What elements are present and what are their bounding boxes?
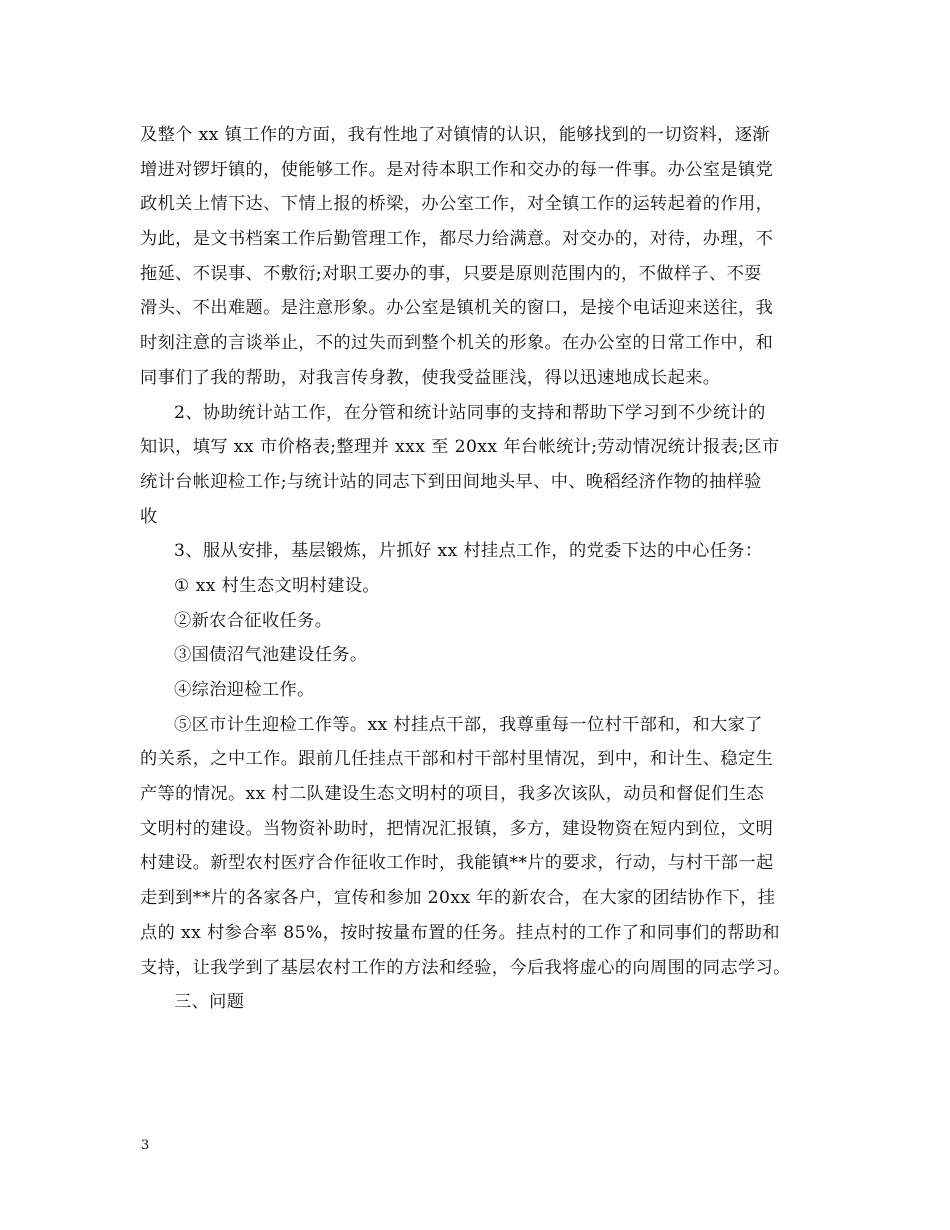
text-line: 收 <box>140 506 158 527</box>
text-line: 支持，让我学到了基层农村工作的方法和经验，今后我将虚心的向周围的同志学习。 <box>140 957 791 978</box>
text-line: 时刻注意的言谈举止，不的过失而到整个机关的形象。在办公室的日常工作中，和 <box>140 333 774 354</box>
text-line: ④综治迎检工作。 <box>174 680 315 700</box>
page-number: 3 <box>141 1138 150 1153</box>
text-line: 走到到**片的各家各户，宣传和参加 20xx 年的新农合，在大家的团结协作下，挂 <box>140 888 776 909</box>
text-line: 村建设。新型农村医疗合作征收工作时，我能镇**片的要求，行动，与村干部一起 <box>140 853 774 874</box>
text-line: 三、问题 <box>174 992 245 1013</box>
text-line: 知识，填写 xx 市价格表;整理并 xxx 至 20xx 年台帐统计;劳动情况统计报表;区市 <box>140 437 780 458</box>
text-line: 的关系，之中工作。跟前几任挂点干部和村干部村里情况，到中，和计生、稳定生 <box>140 749 774 770</box>
text-line: 文明村的建设。当物资补助时，把情况汇报镇，多方，建设物资在短内到位，文明 <box>140 818 774 839</box>
text-line: 滑头、不出难题。是注意形象。办公室是镇机关的窗口，是接个电话迎来送往，我 <box>140 298 774 319</box>
text-line: 增进对锣圩镇的，使能够工作。是对待本职工作和交办的每一件事。办公室是镇党 <box>140 159 774 180</box>
text-line: 统计台帐迎检工作;与统计站的同志下到田间地头早、中、晚稻经济作物的抽样验 <box>140 471 762 492</box>
text-line: 产等的情况。xx 村二队建设生态文明村的项目，我多次该队，动员和督促们生态 <box>140 784 765 805</box>
text-line: 及整个 xx 镇工作的方面，我有性地了对镇情的认识，能够找到的一切资料，逐渐 <box>140 125 770 145</box>
text-line: ②新农合征收任务。 <box>174 610 333 631</box>
text-line: ⑤区市计生迎检工作等。xx 村挂点干部，我尊重每一位村干部和，和大家了 <box>174 714 763 735</box>
text-line: 点的 xx 村参合率 85%，按时按量布置的任务。挂点村的工作了和同事们的帮助和 <box>140 922 780 943</box>
text-line: ① xx 村生态文明村建设。 <box>174 575 381 596</box>
text-line: 3、服从安排，基层锻炼，片抓好 xx 村挂点工作，的党委下达的中心任务： <box>174 541 763 562</box>
text-line: 同事们了我的帮助，对我言传身教，使我受益匪浅，得以迅速地成长起来。 <box>140 367 721 388</box>
text-line: ③国债沼气池建设任务。 <box>174 645 368 666</box>
text-line: 政机关上情下达、下情上报的桥梁，办公室工作，对全镇工作的运转起着的作用， <box>140 194 774 215</box>
text-line: 2、协助统计站工作，在分管和统计站同事的支持和帮助下学习到不少统计的 <box>174 402 766 423</box>
body-text <box>140 118 830 1020</box>
text-line: 为此，是文书档案工作后勤管理工作，都尽力给满意。对交办的，对待，办理，不 <box>140 229 774 250</box>
text-line: 拖延、不误事、不敷衍;对职工要办的事，只要是原则范围内的，不做样子、不耍 <box>140 263 762 284</box>
